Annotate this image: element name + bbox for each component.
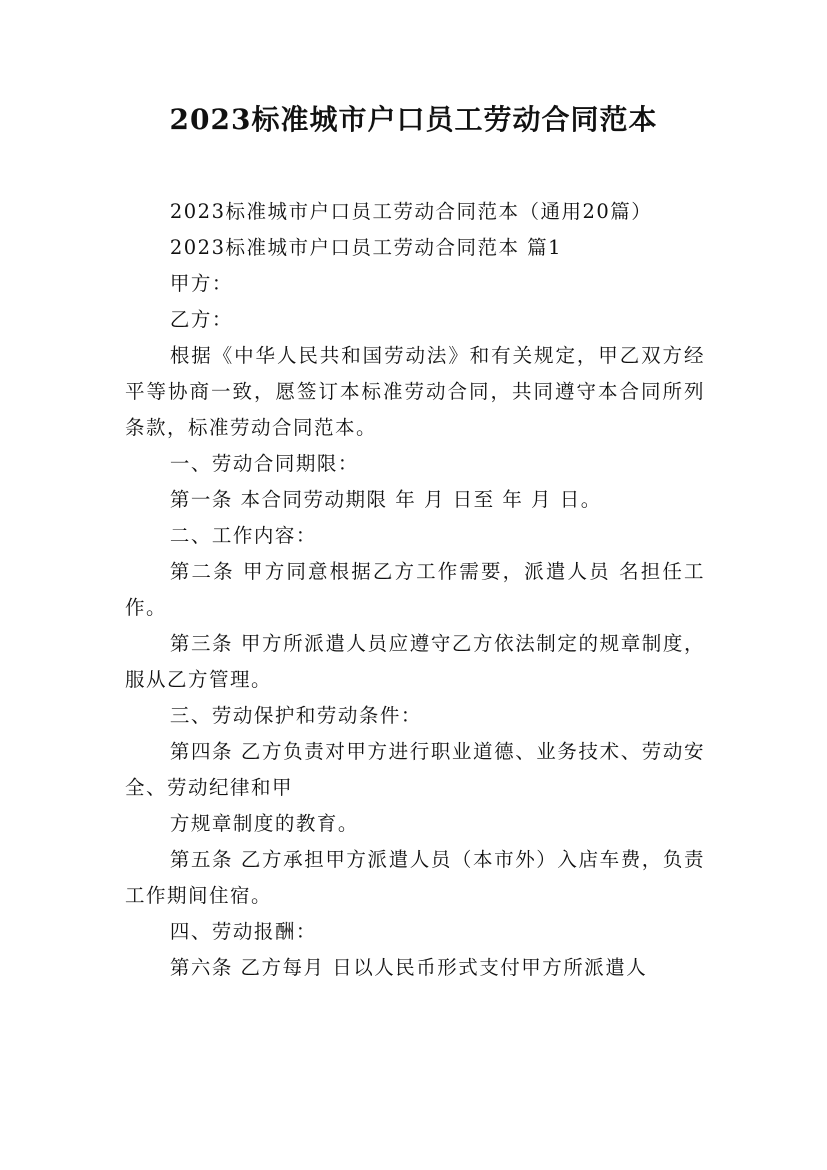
paragraph-preamble: 根据《中华人民共和国劳动法》和有关规定，甲乙双方经平等协商一致，愿签订本标准劳动合同，共同遵守本合同所列条款，标准劳动合同范本。 [125, 344, 705, 439]
paragraph-section-heading: 2023标准城市户口员工劳动合同范本 篇1 [169, 236, 563, 259]
paragraph-article-1: 第一条 本合同劳动期限 年 月 日至 年 月 日。 [169, 488, 602, 511]
paragraph-article-2: 第二条 甲方同意根据乙方工作需要，派遣人员 名担任工作。 [125, 560, 705, 619]
paragraph-article-4: 第四条 乙方负责对甲方进行职业道德、业务技术、劳动安全、劳动纪律和甲 [125, 740, 705, 799]
document-body [125, 194, 705, 986]
paragraph-party-b: 乙方： [169, 308, 233, 331]
paragraph-heading-work: 二、工作内容： [169, 524, 317, 547]
paragraph-article-3: 第三条 甲方所派遣人员应遵守乙方依法制定的规章制度，服从乙方管理。 [125, 632, 705, 691]
paragraph-intro: 2023标准城市户口员工劳动合同范本（通用20篇） [169, 200, 653, 223]
paragraph-party-a: 甲方： [169, 272, 233, 295]
paragraph-heading-term: 一、劳动合同期限： [169, 452, 359, 475]
paragraph-heading-protection: 三、劳动保护和劳动条件： [169, 704, 422, 727]
paragraph-heading-pay: 四、劳动报酬： [169, 920, 317, 943]
document-title: 2023标准城市户口员工劳动合同范本 [169, 103, 658, 136]
paragraph-article-5: 第五条 乙方承担甲方派遣人员（本市外）入店车费，负责工作期间住宿。 [125, 848, 705, 907]
paragraph-article-6: 第六条 乙方每月 日以人民币形式支付甲方所派遣人 [169, 956, 648, 979]
paragraph-article-4-continued: 方规章制度的教育。 [169, 812, 359, 835]
